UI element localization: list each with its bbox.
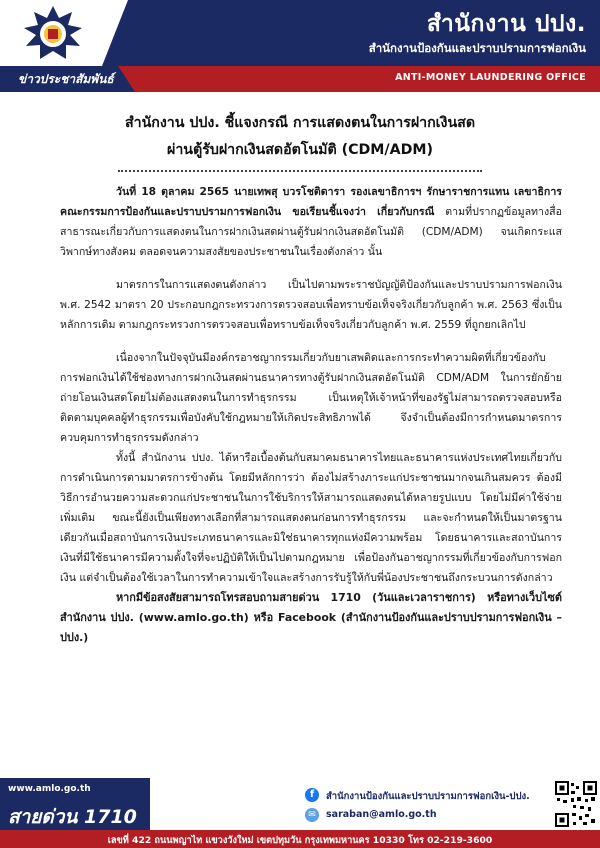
- paragraph-intro: [60, 182, 562, 262]
- email-icon: ✉: [305, 808, 319, 822]
- intro-text: ตามที่ปรากฏข้อมูลทางสื่อสาธารณะเกี่ยวกับการแสดงตนในการฝากเงินสดผ่านตู้รับฝากเงินสดอัตโนมัติ (CDM/ADM) จนเกิดกระแสวิพากษ์ทางสังคม ตลอดจนความสงสัยของประชาชนในเรื่องดังกล่าว นั้น: [60, 206, 562, 258]
- paragraph-measures: มาตรการในการแสดงตนดังกล่าว เป็นไปตามพระราชบัญญัติป้องกันและปราบปรามการฟอกเงิน พ.ศ. 2542 มาตรา 20 ประกอบกฎกระทรวงการตรวจสอบเพื่อทราบข้อเท็จจริงเกี่ยวกับลูกค้า พ.ศ. 2563 ซึ่งเป็นหลักการเดิม ตามกฎกระทรวงการตรวจสอบเพื่อทราบข้อเท็จจริงเกี่ยวกับลูกค้า พ.ศ. 2559 ที่ถูกยกเลิกไป: [60, 279, 562, 331]
- headline-line-2: ผ่านตู้รับฝากเงินสดอัตโนมัติ (CDM/ADM): [167, 142, 433, 158]
- hotline-number: สายด่วน 1710: [8, 806, 137, 828]
- press-release-body: [60, 182, 562, 648]
- paragraph-consultation: ทั้งนี้ สำนักงาน ปปง. ได้หารือเบื้องต้นกับสมาคมธนาคารไทยและธนาคารแห่งประเทศไทยเกี่ยวกับการดำเนินการตามมาตรการข้างต้น โดยมีหลักการว่า ต้องไม่สร้างภาระแก่ประชาชนมากจนเกินสมควร ต้องมีวิธีการอำนวยความสะดวกแก่ประชาชนในการใช้บริการให้สามารถแสดงตนได้หลายรูปแบบ โดยไม่มีค่าใช้จ่ายเพิ่มเติม ขณะนี้ยังเป็นเพียงทางเลือกที่สามารถแสดงตนก่อนการทำธุรกรรม และจะกำหนดให้เป็นมาตรฐานเดียวกันเมื่อสถาบันการเงินประเภทธนาคารและมิใช่ธนาคารทุกแห่งมีความพร้อม โดยธนาคารและสถาบันการเงินที่มีใช้ธนาคารมีความตั้งใจที่จะปฏิบัติให้เป็นไปตามกฎหมาย เพื่อป้องกันอาชญากรรมที่เกี่ยวข้องกับการฟอกเงิน แต่จำเป็นต้องใช้เวลาในการทำความเข้าใจและสร้างการรับรู้ให้กับพี่น้องประชาชนถึงกระบวนการดังกล่าว: [60, 452, 562, 584]
- org-subtitle: สำนักงานป้องกันและปราบปรามการฟอกเงิน: [368, 41, 586, 55]
- intro-bold-line-2: เลขาธิการคณะกรรมการป้องกันและปราบปรามการฟอกเงิน ขอเรียนชี้แจงว่า เกี่ยวกับกรณี: [60, 186, 562, 218]
- footer-banner: [0, 778, 600, 848]
- email-address[interactable]: saraban@amlo.go.th: [326, 809, 437, 820]
- paragraph-contact: หากมีข้อสงสัยสามารถโทรสอบถามสายด่วน 1710 (วันและเวลาราชการ) หรือทางเว็บไซต์สำนักงาน ปปง. (www.amlo.go.th) หรือ Facebook (สำนักงานป้องกันและปราบปรามการฟอกเงิน – ปปง.): [60, 591, 562, 644]
- news-label: ข่าวประชาสัมพันธ์: [18, 72, 114, 86]
- org-title: สำนักงาน ปปง.: [426, 11, 586, 37]
- dotted-divider: [118, 170, 482, 172]
- amlo-logo-icon: [18, 4, 88, 64]
- intro-bold-line-1: วันที่ 18 ตุลาคม 2565 นายเทพสุ บวรโชติดารา รองเลขาธิการฯ รักษาราชการแทน: [116, 186, 510, 198]
- facebook-icon: f: [305, 788, 319, 802]
- website-link[interactable]: www.amlo.go.th: [8, 784, 91, 794]
- footer-contact-panel: [150, 778, 600, 830]
- office-address: เลขที่ 422 ถนนพญาไท แขวงวังใหม่ เขตปทุมวัน กรุงเทพมหานคร 10330 โทร 02-219-3600: [107, 835, 493, 846]
- english-org-name: ANTI-MONEY LAUNDERING OFFICE: [395, 72, 586, 83]
- headline-line-1: สำนักงาน ปปง. ชี้แจงกรณี การแสดงตนในการฝากเงินสด: [124, 115, 476, 131]
- facebook-page-name[interactable]: สำนักงานป้องกันและปราบปรามการฟอกเงิน-ปปง.: [326, 791, 530, 802]
- header-banner: [0, 0, 600, 92]
- qr-code-icon: [555, 781, 597, 827]
- paragraph-reasons: เนื่องจากในปัจจุบันมีองค์กรอาชญากรรมเกี่ยวกับยาเสพติดและการกระทำความผิดที่เกี่ยวข้องกับการฟอกเงินได้ใช้ช่องทางการฝากเงินสดผ่านธนาคารทางตู้รับฝากเงินสดอัตโนมัติ CDM/ADM ในการยักย้ายถ่ายโอนเงินสดโดยไม่ต้องแสดงตนในการทำธุรกรรม เป็นเหตุให้เจ้าหน้าที่ของรัฐไม่สามารถตรวจสอบหรือติดตามบุคคลผู้ทำธุรกรรมเพื่อบังคับใช้กฎหมายให้เกิดประสิทธิภาพได้ จึงจำเป็นต้องมีการกำหนดมาตรการควบคุมการทำธุรกรรมดังกล่าว: [60, 352, 562, 444]
